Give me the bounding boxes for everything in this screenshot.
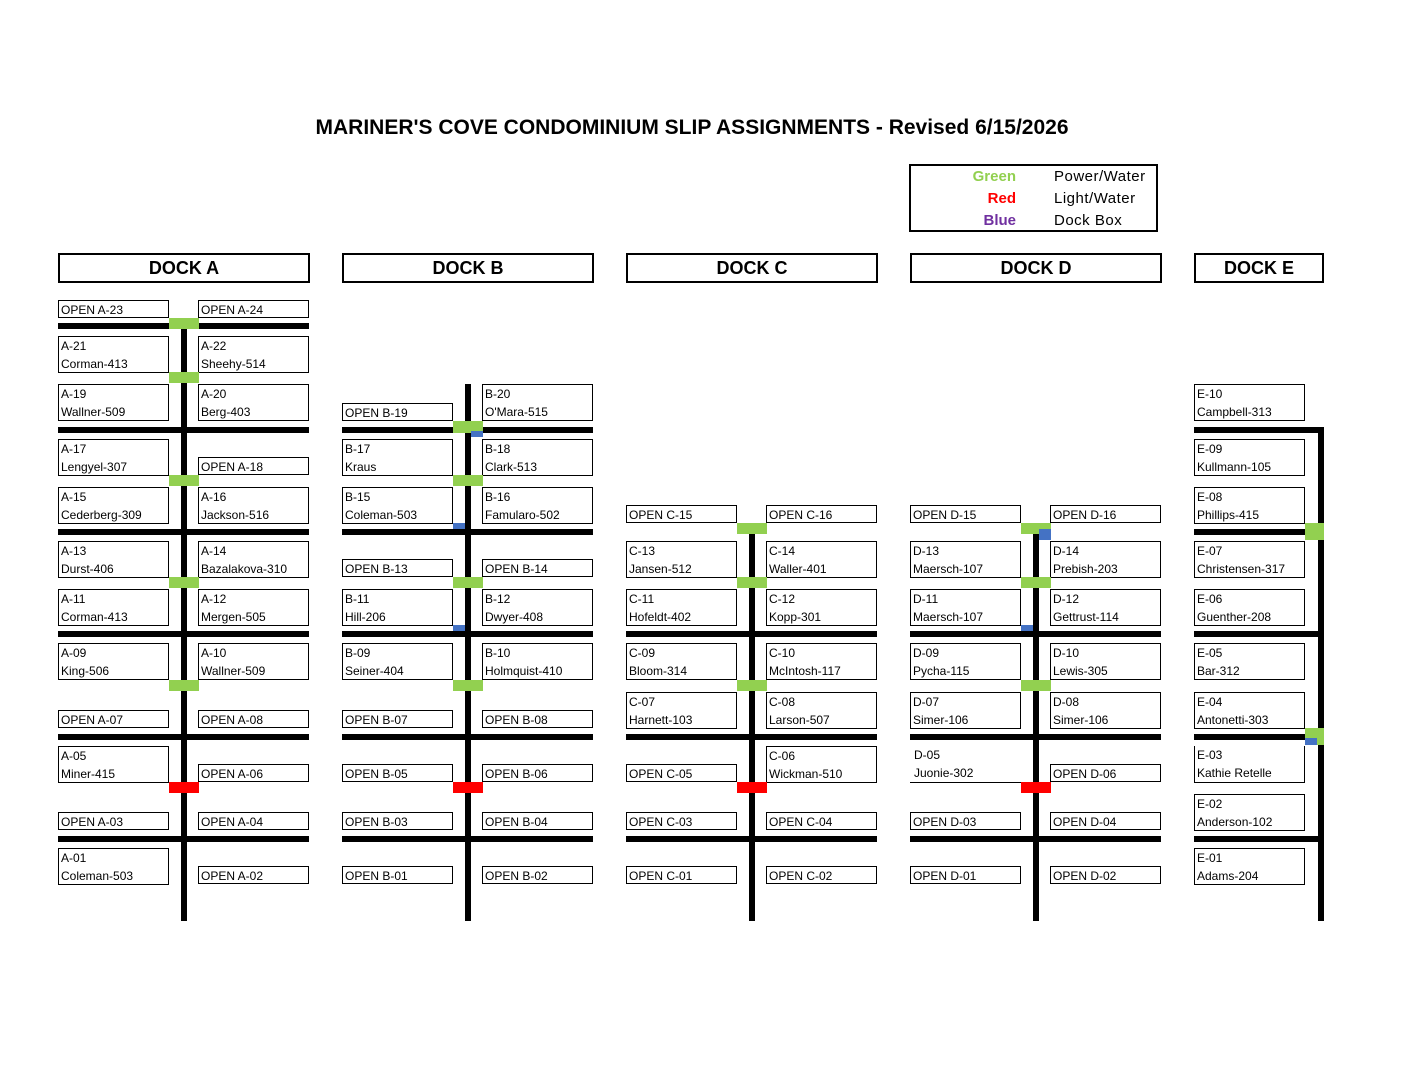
slip-label: OPEN B-07 [345,713,408,727]
slip-c-09 [626,643,737,680]
slip-open-c-03 [626,812,737,830]
dock-walkway [198,323,309,329]
slip-label: A-19 [61,387,87,401]
slip-label: OPEN C-05 [629,767,693,781]
power-water-marker [169,475,199,486]
slip-label: E-02 [1197,797,1223,811]
slip-label: E-09 [1197,442,1223,456]
slip-owner: Clark-513 [485,460,538,474]
legend-row-blue [911,212,1156,234]
slip-c-06 [766,746,877,783]
slip-open-b-06 [482,764,593,782]
slip-label: A-16 [201,490,227,504]
dock-box-marker [1021,625,1033,631]
power-water-marker [737,680,767,691]
slip-owner: Larson-507 [769,713,830,727]
slip-owner: Hofeldt-402 [629,610,692,624]
slip-e-08 [1194,487,1305,524]
slip-owner: Lengyel-307 [61,460,128,474]
slip-a-13 [58,541,169,578]
slip-label: B-18 [485,442,511,456]
dock-walkway [342,529,593,535]
slip-a-20 [198,384,309,421]
slip-label: OPEN D-06 [1053,767,1117,781]
slip-owner: Lewis-305 [1053,664,1108,678]
slip-label: C-13 [629,544,656,558]
slip-owner: Waller-401 [769,562,827,576]
slip-label: A-20 [201,387,227,401]
slip-open-d-02 [1050,866,1161,884]
slip-label: B-12 [485,592,511,606]
slip-open-d-01 [910,866,1021,884]
slip-label: D-09 [913,646,940,660]
slip-label: OPEN C-02 [769,869,833,883]
slip-label: OPEN A-08 [201,713,264,727]
slip-owner: Christensen-317 [1197,562,1286,576]
slip-label: OPEN A-07 [61,713,124,727]
slip-owner: Phillips-415 [1197,508,1260,522]
slip-open-a-08 [198,710,309,728]
dock-walkway [58,734,309,740]
dock-walkway [1194,427,1324,433]
dock-walkway [58,529,309,535]
slip-label: D-05 [914,748,941,762]
dock-walkway [626,734,877,740]
slip-owner: Maersch-107 [913,610,984,624]
slip-label: A-13 [61,544,87,558]
light-water-marker [169,782,199,793]
slip-label: A-11 [61,592,86,606]
slip-owner: Bar-312 [1197,664,1240,678]
slip-d-08 [1050,692,1161,729]
slip-open-a-02 [198,866,309,884]
dock-header-dock-c: DOCK C [626,253,878,283]
slip-d-14 [1050,541,1161,578]
slip-d-13 [910,541,1021,578]
slip-label: E-05 [1197,646,1223,660]
slip-label: A-14 [201,544,227,558]
slip-a-10 [198,643,309,680]
slip-owner: Hill-206 [345,610,386,624]
slip-label: A-10 [201,646,227,660]
slip-open-b-14 [482,559,593,577]
slip-d-10 [1050,643,1161,680]
slip-open-a-23 [58,300,169,318]
slip-e-10 [1194,384,1305,421]
legend-desc-green: Power/Water [1054,168,1146,185]
dock-header-dock-e: DOCK E [1194,253,1324,283]
slip-open-a-03 [58,812,169,830]
dock-box-marker [453,523,465,529]
slip-label: OPEN B-05 [345,767,408,781]
slip-label: E-07 [1197,544,1223,558]
slip-label: A-22 [201,339,227,353]
power-water-marker [453,475,483,486]
slip-label: OPEN B-03 [345,815,408,829]
dock-walkway [342,734,593,740]
slip-d-12 [1050,589,1161,626]
slip-a-01 [58,848,169,885]
slip-label: C-11 [629,592,655,606]
slip-a-22 [198,336,309,373]
slip-label: D-12 [1053,592,1080,606]
slip-e-02 [1194,794,1305,831]
slip-owner: Campbell-313 [1197,405,1272,419]
slip-label: OPEN A-18 [201,460,264,474]
slip-owner: Juonie-302 [914,766,974,780]
legend-row-green [911,168,1156,190]
slip-owner: Cederberg-309 [61,508,142,522]
slip-open-d-04 [1050,812,1161,830]
slip-c-12 [766,589,877,626]
slip-label: E-08 [1197,490,1223,504]
slip-label: OPEN D-04 [1053,815,1117,829]
slip-owner: Sheehy-514 [201,357,266,371]
dock-box-marker [1039,529,1051,540]
slip-open-a-06 [198,764,309,782]
slip-label: OPEN C-03 [629,815,693,829]
slip-owner: Guenther-208 [1197,610,1272,624]
slip-owner: Maersch-107 [913,562,984,576]
slip-a-16 [198,487,309,524]
slip-owner: Wickman-510 [769,767,843,781]
slip-owner: Wallner-509 [61,405,126,419]
slip-label: A-12 [201,592,227,606]
dock-walkway [58,631,309,637]
dock-header-dock-d: DOCK D [910,253,1162,283]
slip-owner: Corman-413 [61,610,128,624]
slip-label: C-10 [769,646,796,660]
slip-owner: Coleman-503 [61,869,134,883]
power-water-marker [169,577,199,588]
slip-label: OPEN B-14 [485,562,548,576]
slip-b-09 [342,643,453,680]
slip-owner: Pycha-115 [913,664,970,678]
slip-label: A-15 [61,490,87,504]
slip-label: A-01 [61,851,87,865]
dock-box-marker [471,431,483,437]
slip-open-c-05 [626,764,737,782]
slip-d-11 [910,589,1021,626]
slip-label: OPEN B-02 [485,869,548,883]
slip-open-d-06 [1050,764,1161,782]
slip-b-16 [482,487,593,524]
slip-b-18 [482,439,593,476]
slip-label: C-06 [769,749,796,763]
legend-color-red: Red [987,190,1016,207]
slip-a-05 [58,746,169,783]
slip-label: OPEN B-06 [485,767,548,781]
slip-a-19 [58,384,169,421]
slip-label: C-14 [769,544,796,558]
slip-label: OPEN B-01 [345,869,408,883]
power-water-marker [1305,523,1324,540]
slip-b-20 [482,384,593,421]
slip-label: OPEN A-23 [61,303,124,317]
slip-open-c-04 [766,812,877,830]
dock-walkway [1194,631,1324,637]
slip-owner: Wallner-509 [201,664,266,678]
slip-a-21 [58,336,169,373]
legend-color-blue: Blue [983,212,1016,229]
slip-c-11 [626,589,737,626]
slip-label: A-05 [61,749,87,763]
slip-b-11 [342,589,453,626]
slip-owner: Seiner-404 [345,664,404,678]
slip-label: A-17 [61,442,87,456]
slip-open-a-24 [198,300,309,318]
slip-label: E-01 [1197,851,1223,865]
slip-label: OPEN D-01 [913,869,977,883]
dock-header-dock-a: DOCK A [58,253,310,283]
slip-a-14 [198,541,309,578]
slip-label: C-12 [769,592,796,606]
slip-owner: Kathie Retelle [1197,766,1272,780]
slip-label: OPEN C-01 [629,869,693,883]
power-water-marker [737,577,767,588]
slip-label: D-13 [913,544,940,558]
power-water-marker [453,577,483,588]
slip-label: OPEN B-04 [485,815,548,829]
slip-owner: Jansen-512 [629,562,692,576]
light-water-marker [737,782,767,793]
slip-label: OPEN B-13 [345,562,408,576]
slip-owner: Dwyer-408 [485,610,544,624]
slip-d-05 [910,746,1021,783]
slip-open-c-16 [766,505,877,523]
slip-owner: Simer-106 [913,713,969,727]
slip-owner: Coleman-503 [345,508,418,522]
slip-label: OPEN C-16 [769,508,833,522]
page-title: MARINER'S COVE CONDOMINIUM SLIP ASSIGNMENTS - Revised 6/15/2026 [315,116,1069,139]
dock-box-marker [1305,738,1317,745]
slip-open-c-02 [766,866,877,884]
slip-b-12 [482,589,593,626]
slip-open-b-05 [342,764,453,782]
slip-d-07 [910,692,1021,729]
slip-e-01 [1194,848,1305,885]
slip-owner: Antonetti-303 [1197,713,1269,727]
slip-open-c-01 [626,866,737,884]
dock-walkway [910,631,1161,637]
dock-walkway [626,836,877,842]
slip-label: OPEN D-03 [913,815,977,829]
slip-c-13 [626,541,737,578]
dock-walkway [910,836,1161,842]
slip-open-a-07 [58,710,169,728]
dock-walkway [58,323,169,329]
slip-owner: Berg-403 [201,405,251,419]
legend-desc-blue: Dock Box [1054,212,1123,229]
slip-owner: Adams-204 [1197,869,1259,883]
slip-open-b-01 [342,866,453,884]
slip-b-15 [342,487,453,524]
slip-label: OPEN C-04 [769,815,833,829]
dock-walkway [1318,427,1324,921]
slip-owner: Bloom-314 [629,664,688,678]
slip-e-03 [1194,746,1305,783]
slip-owner: Kullmann-105 [1197,460,1272,474]
slip-label: OPEN B-19 [345,406,408,420]
slip-owner: Holmquist-410 [485,664,563,678]
slip-label: OPEN C-15 [629,508,693,522]
dock-walkway [626,631,877,637]
slip-label: B-10 [485,646,511,660]
slip-label: OPEN A-02 [201,869,264,883]
slip-open-a-18 [198,457,309,475]
slip-label: C-09 [629,646,656,660]
slip-label: OPEN D-16 [1053,508,1117,522]
slip-owner: Harnett-103 [629,713,693,727]
power-water-marker [169,372,199,383]
power-water-marker [169,680,199,691]
slip-label: D-07 [913,695,940,709]
slip-owner: Prebish-203 [1053,562,1118,576]
slip-c-10 [766,643,877,680]
slip-e-09 [1194,439,1305,476]
slip-label: OPEN D-15 [913,508,977,522]
slip-c-08 [766,692,877,729]
dock-walkway [58,836,309,842]
slip-d-09 [910,643,1021,680]
slip-open-d-03 [910,812,1021,830]
slip-c-07 [626,692,737,729]
power-water-marker [169,318,199,329]
slip-open-b-19 [342,403,453,421]
slip-c-14 [766,541,877,578]
slip-open-b-07 [342,710,453,728]
slip-owner: Jackson-516 [201,508,270,522]
slip-a-17 [58,439,169,476]
slip-a-09 [58,643,169,680]
slip-label: E-03 [1197,748,1223,762]
slip-label: C-07 [629,695,656,709]
slip-label: E-04 [1197,695,1223,709]
slip-label: B-09 [345,646,371,660]
slip-owner: O'Mara-515 [485,405,548,419]
slip-label: A-21 [61,339,87,353]
slip-owner: Anderson-102 [1197,815,1273,829]
legend-row-red [911,190,1156,212]
dock-walkway [58,427,309,433]
slip-label: B-15 [345,490,371,504]
slip-label: OPEN A-24 [201,303,264,317]
slip-owner: Mergen-505 [201,610,266,624]
dock-walkway [1194,836,1324,842]
legend-desc-red: Light/Water [1054,190,1136,207]
slip-b-10 [482,643,593,680]
slip-open-d-16 [1050,505,1161,523]
slip-label: B-17 [345,442,371,456]
slip-label: C-08 [769,695,796,709]
slip-label: OPEN D-02 [1053,869,1117,883]
slip-label: A-09 [61,646,87,660]
slip-label: B-11 [345,592,370,606]
slip-open-a-04 [198,812,309,830]
slip-open-b-04 [482,812,593,830]
slip-a-15 [58,487,169,524]
slip-open-b-13 [342,559,453,577]
slip-label: D-08 [1053,695,1080,709]
slip-e-06 [1194,589,1305,626]
slip-owner: Famularo-502 [485,508,560,522]
dock-header-dock-b: DOCK B [342,253,594,283]
slip-owner: Kopp-301 [769,610,822,624]
slip-a-12 [198,589,309,626]
slip-label: OPEN A-04 [201,815,264,829]
slip-open-d-15 [910,505,1021,523]
slip-owner: Gettrust-114 [1053,610,1119,624]
slip-label: D-14 [1053,544,1080,558]
dock-walkway [181,318,187,921]
slip-owner: Durst-406 [61,562,114,576]
slip-e-05 [1194,643,1305,680]
slip-label: OPEN B-08 [485,713,548,727]
dock-walkway [910,734,1161,740]
slip-b-17 [342,439,453,476]
slip-owner: Kraus [345,460,377,474]
legend [909,164,1158,232]
light-water-marker [453,782,483,793]
slip-e-04 [1194,692,1305,729]
power-water-marker [737,523,767,534]
light-water-marker [1021,782,1051,793]
slip-label: E-10 [1197,387,1223,401]
slip-open-b-03 [342,812,453,830]
slip-label: B-16 [485,490,511,504]
dock-box-marker [453,625,465,631]
slip-label: OPEN A-03 [61,815,124,829]
slip-open-b-02 [482,866,593,884]
slip-label: OPEN A-06 [201,767,264,781]
dock-walkway [342,836,593,842]
slip-label: B-20 [485,387,511,401]
slip-open-b-08 [482,710,593,728]
dock-walkway [342,631,593,637]
slip-owner: McIntosh-117 [769,664,841,678]
slip-owner: Simer-106 [1053,713,1109,727]
slip-owner: Bazalakova-310 [201,562,288,576]
power-water-marker [1021,680,1051,691]
slip-a-11 [58,589,169,626]
slip-owner: King-506 [61,664,110,678]
slip-label: D-10 [1053,646,1080,660]
slip-label: E-06 [1197,592,1223,606]
slip-open-c-15 [626,505,737,523]
slip-e-07 [1194,541,1305,578]
legend-color-green: Green [972,168,1016,185]
slip-owner: Corman-413 [61,357,128,371]
slip-owner: Miner-415 [61,767,116,781]
power-water-marker [453,680,483,691]
slip-label: D-11 [913,592,939,606]
power-water-marker [1021,577,1051,588]
